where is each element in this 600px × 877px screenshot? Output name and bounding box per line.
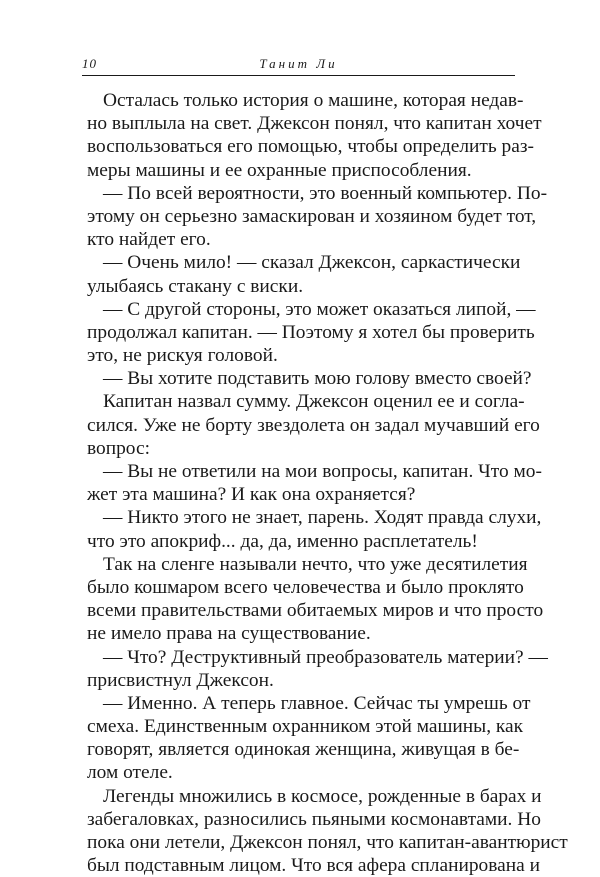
paragraph bbox=[87, 390, 540, 460]
text-line: это, не рискуя головой. bbox=[87, 345, 278, 367]
text-line: — Именно. А теперь главное. Сейчас ты умрешь от bbox=[103, 692, 531, 714]
text-line: Капитан назвал сумму. Джексон оценил ее и согла- bbox=[103, 391, 525, 413]
page-number: 10 bbox=[82, 56, 97, 71]
text-line: но выплыла на свет. Джексон понял, что капитан хочет bbox=[87, 113, 542, 135]
paragraph bbox=[87, 553, 544, 646]
text-line: был подставным лицом. Что вся афера спланирована и bbox=[87, 855, 540, 877]
text-line: — Что? Деструктивный преобразователь материи? — bbox=[103, 646, 548, 668]
paragraph bbox=[87, 506, 542, 552]
paragraph bbox=[87, 692, 531, 785]
running-title: Танит Ли bbox=[259, 56, 338, 71]
paragraph bbox=[87, 89, 542, 182]
text-line: меры машины и ее охранные приспособления. bbox=[87, 159, 472, 181]
text-line: — По всей вероятности, это военный компьютер. По- bbox=[103, 182, 548, 204]
text-line: было кошмаром всего человечества и было проклято bbox=[87, 576, 524, 598]
paragraph bbox=[87, 646, 548, 692]
text-line: — С другой стороны, это может оказаться липой, — bbox=[103, 298, 536, 320]
text-line: продолжал капитан. — Поэтому я хотел бы проверить bbox=[87, 321, 535, 343]
text-line: — Вы хотите подставить мою голову вместо своей? bbox=[103, 368, 532, 390]
text-line: смеха. Единственным охранником этой машины, как bbox=[87, 716, 524, 738]
paragraph bbox=[87, 182, 548, 252]
page-header bbox=[82, 55, 515, 75]
text-line: Легенды множились в космосе, рожденные в барах и bbox=[103, 785, 542, 807]
paragraph bbox=[87, 298, 536, 368]
text-line: вопрос: bbox=[87, 437, 150, 459]
paragraph bbox=[87, 460, 542, 506]
text-line: всеми правительствами обитаемых миров и что просто bbox=[87, 600, 544, 622]
text-line: пока они летели, Джексон понял, что капитан-авантюрист bbox=[87, 832, 568, 853]
text-line: — Никто этого не знает, парень. Ходят правда слухи, bbox=[103, 507, 542, 529]
text-line: этому он серьезно замаскирован и хозяином будет тот, bbox=[87, 205, 537, 227]
text-line: Осталась только история о машине, которая недав- bbox=[103, 90, 524, 111]
text-line: что это апокриф... да, да, именно расплетатель! bbox=[87, 530, 478, 552]
text-line: Так на сленге называли нечто, что уже десятилетия bbox=[103, 553, 528, 575]
text-line: жет эта машина? И как она охраняется? bbox=[87, 484, 416, 506]
text-line: улыбаясь стакану с виски. bbox=[87, 275, 304, 297]
text-line: воспользоваться его помощью, чтобы определить раз- bbox=[87, 136, 534, 158]
text-line: лом отеле. bbox=[87, 762, 173, 784]
paragraph bbox=[87, 367, 532, 390]
text-line: не имело права на существование. bbox=[87, 623, 371, 645]
text-line: сился. Уже не борту звездолета он задал мучавший его bbox=[87, 414, 540, 436]
text-line: присвистнул Джексон. bbox=[87, 669, 274, 691]
body-text bbox=[87, 89, 568, 877]
text-line: — Вы не ответили на мои вопросы, капитан. Что мо- bbox=[103, 461, 542, 482]
text-line: кто найдет его. bbox=[87, 229, 211, 251]
header-rule bbox=[82, 75, 515, 76]
paragraph bbox=[87, 785, 568, 877]
text-line: говорят, является одинокая женщина, живущая в бе- bbox=[87, 739, 520, 761]
text-line: забегаловках, разносились пьяными космонавтами. Но bbox=[87, 808, 541, 830]
paragraph bbox=[87, 251, 521, 297]
text-line: — Очень мило! — сказал Джексон, саркастически bbox=[103, 252, 521, 274]
